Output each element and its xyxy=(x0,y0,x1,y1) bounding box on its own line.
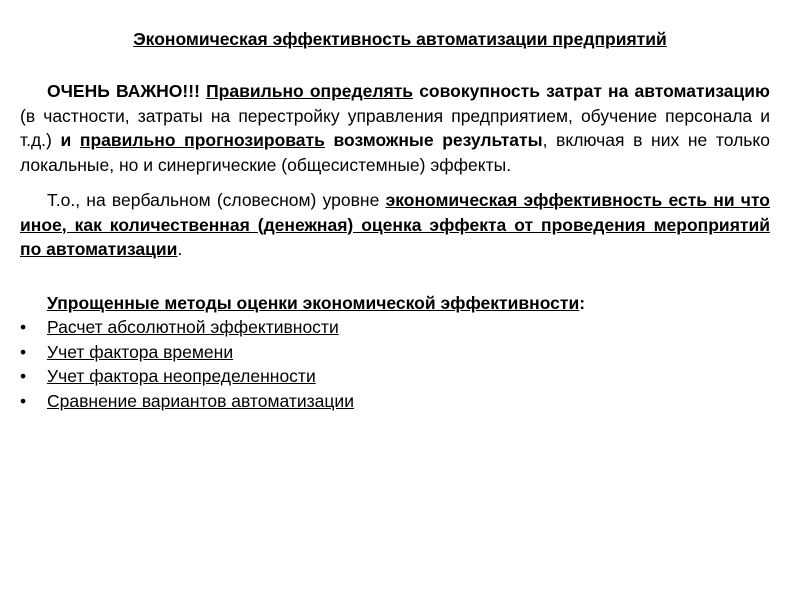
bullet-icon: • xyxy=(20,317,27,337)
list-item xyxy=(20,340,770,365)
bullet-icon: • xyxy=(20,366,27,386)
methods-heading xyxy=(47,291,770,316)
list-item xyxy=(20,364,770,389)
emphasis-definition: экономическая эффективность есть ни что иное, как количественная (денежная) оценка эффекта от проведения мероприятий по автоматизации xyxy=(20,190,770,259)
methods-heading-colon: : xyxy=(579,292,586,313)
emphasis-very-important: ОЧЕНЬ ВАЖНО!!! xyxy=(47,81,200,101)
list-item xyxy=(20,315,770,340)
text-segment: (в частности, затраты на перестройку управления предприятием, обучение персонала и т.д.) xyxy=(20,105,770,150)
paragraph-importance xyxy=(20,79,770,177)
method-compare-variants: Сравнение вариантов автоматизации xyxy=(47,390,354,411)
method-uncertainty-factor: Учет фактора неопределенности xyxy=(47,366,316,386)
text-segment: , включая в них не только локальные, но и синергические (общесистемные) эффекты. xyxy=(20,130,770,175)
paragraph-definition xyxy=(20,188,770,262)
slide-title: Экономическая эффективность автоматизации предприятий xyxy=(133,29,667,49)
methods-list xyxy=(20,315,770,413)
text-segment xyxy=(325,130,334,150)
bullet-icon: • xyxy=(20,341,27,362)
text-segment: . xyxy=(177,239,183,259)
method-absolute-efficiency: Расчет абсолютной эффективности xyxy=(47,317,339,337)
text-segment xyxy=(71,130,80,150)
emphasis-possible-results: возможные результаты xyxy=(333,130,543,150)
list-item xyxy=(20,389,770,414)
slide-content xyxy=(20,79,770,413)
emphasis-correctly-forecast: правильно прогнозировать xyxy=(79,130,325,150)
method-time-factor: Учет фактора времени xyxy=(47,341,234,362)
emphasis-total-costs: совокупность затрат на автоматизацию xyxy=(419,81,770,101)
emphasis-and: и xyxy=(60,130,72,150)
emphasis-correctly-determine: Правильно определять xyxy=(206,81,414,101)
methods-heading-text: Упрощенные методы оценки экономической эффективности xyxy=(47,292,580,313)
text-segment: Т.о., на вербальном (словесном) уровне xyxy=(47,190,386,210)
bullet-icon: • xyxy=(20,390,27,411)
